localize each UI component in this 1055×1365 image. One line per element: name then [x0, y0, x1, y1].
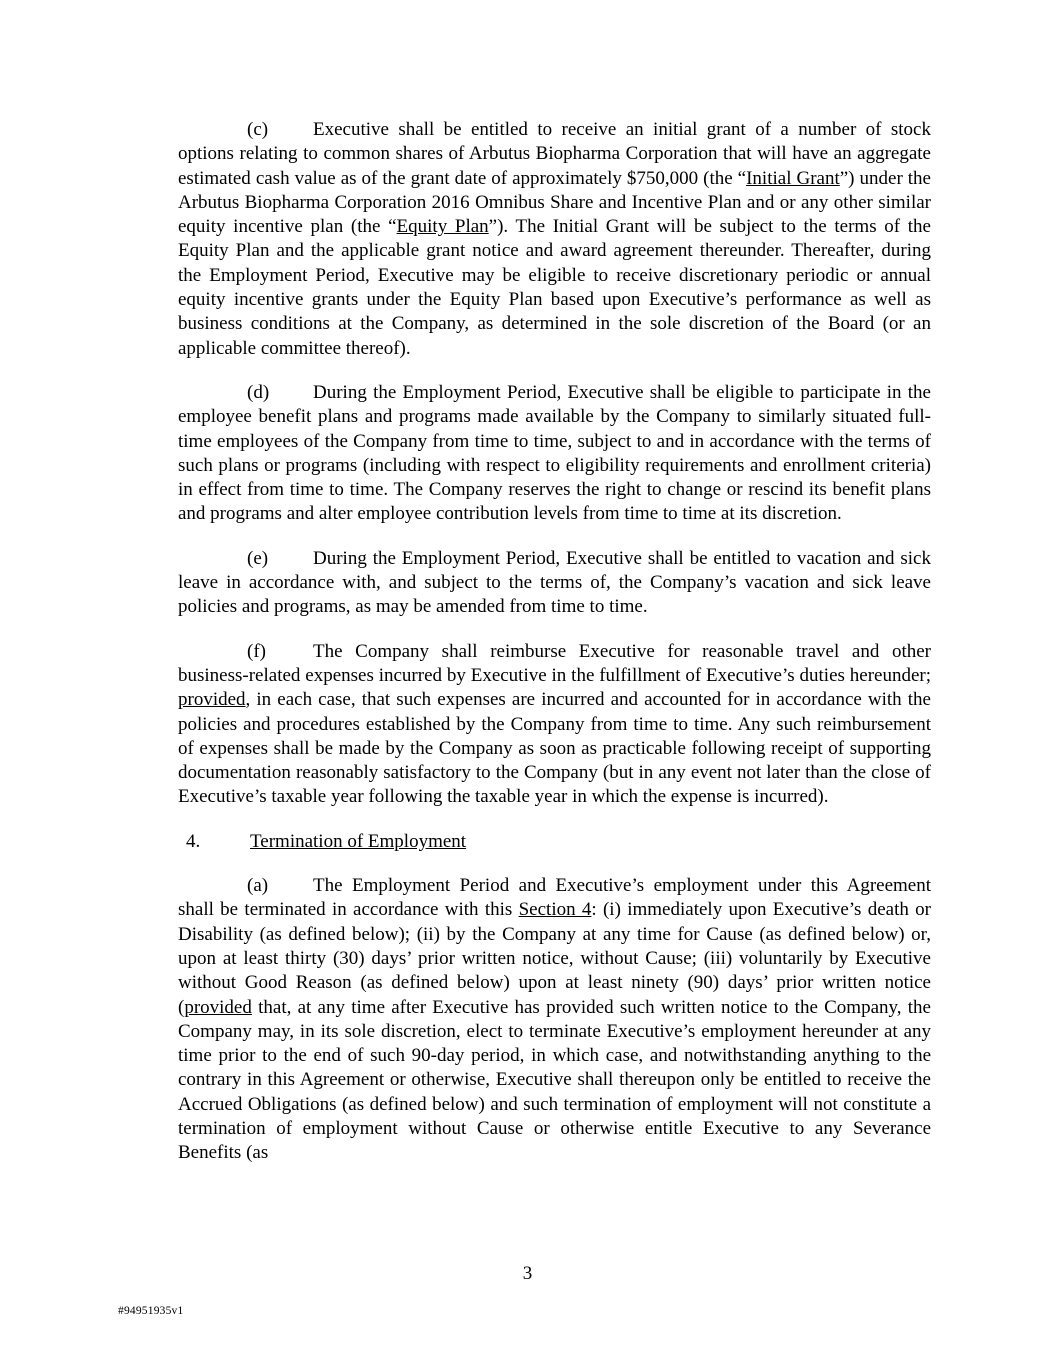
paragraph-d-label: (d)	[247, 381, 270, 403]
page-number: 3	[522, 1263, 533, 1284]
paragraph-d-text: During the Employment Period, Executive shall be eligible to participate in the employee benefit plans and programs made available by the Company to similarly situated full-time employees of the Company from time to time, subject to and in accordance with the terms of such plans or programs (including with respect to eligibility requirements and enrollment criteria) in effect from time to time. The Company reserves the right to change or rescind its benefit plans and programs and alter employee contribution levels from time to time at its discretion.	[178, 381, 931, 525]
document-id: #94951935v1	[118, 1305, 184, 1317]
paragraph-a	[178, 874, 931, 1166]
paragraph-e	[178, 547, 931, 620]
paragraph-c	[178, 118, 931, 361]
section-heading-title: Termination of Employment	[250, 830, 467, 852]
paragraph-f	[178, 640, 931, 810]
section-heading-number: 4.	[186, 830, 201, 852]
paragraph-e-label: (e)	[247, 547, 269, 569]
section-heading	[178, 830, 931, 854]
document-content	[178, 118, 931, 1186]
paragraph-c-text: Executive shall be entitled to receive an initial grant of a number of stock options relating to common shares of Arbutus Biopharma Corporation that will have an aggregate estimated cash value as of the grant date of approximately $750,000 (the “Initial Grant”) under the Arbutus Biopharma Corporation 2016 Omnibus Share and Incentive Plan and or any other similar equity incentive plan (the “Equity Plan”). The Initial Grant will be subject to the terms of the Equity Plan and the applicable grant notice and award agreement thereunder. Thereafter, during the Employment Period, Executive may be eligible to receive discretionary periodic or annual equity incentive grants under the Equity Plan based upon Executive’s performance as well as business conditions at the Company, as determined in the sole discretion of the Board (or an applicable committee thereof).	[178, 119, 931, 359]
paragraph-d	[178, 381, 931, 527]
paragraph-a-text: The Employment Period and Executive’s employment under this Agreement shall be terminated in accordance with this Section 4: (i) immediately upon Executive’s death or Disability (as defined below); (ii) by the Company at any time for Cause (as defined below) or, upon at least thirty (30) days’ prior written notice, without Cause; (iii) voluntarily by Executive without Good Reason (as defined below) upon at least ninety (90) days’ prior written notice (provided that, at any time after Executive has provided such written notice to the Company, the Company may, in its sole discretion, elect to terminate Executive’s employment hereunder at any time prior to the end of such 90-day period, in which case, and notwithstanding anything to the contrary in this Agreement or otherwise, Executive shall thereupon only be entitled to receive the Accrued Obligations (as defined below) and such termination of employment will not constitute a termination of employment without Cause or otherwise entitle Executive to any Severance Benefits (as	[178, 875, 931, 1164]
paragraph-c-label: (c)	[247, 119, 269, 140]
paragraph-e-text: During the Employment Period, Executive shall be entitled to vacation and sick leave in accordance with, and subject to the terms of, the Company’s vacation and sick leave policies and programs, as may be amended from time to time.	[178, 547, 931, 618]
paragraph-f-text: The Company shall reimburse Executive for reasonable travel and other business-related expenses incurred by Executive in the fulfillment of Executive’s duties hereunder; provided, in each case, that such expenses are incurred and accounted for in accordance with the policies and procedures established by the Company from time to time. Any such reimbursement of expenses shall be made by the Company as soon as practicable following receipt of supporting documentation reasonably satisfactory to the Company (but in any event not later than the close of Executive’s taxable year following the taxable year in which the expense is incurred).	[178, 640, 931, 808]
paragraph-a-label: (a)	[247, 875, 269, 897]
paragraph-f-label: (f)	[247, 640, 266, 662]
